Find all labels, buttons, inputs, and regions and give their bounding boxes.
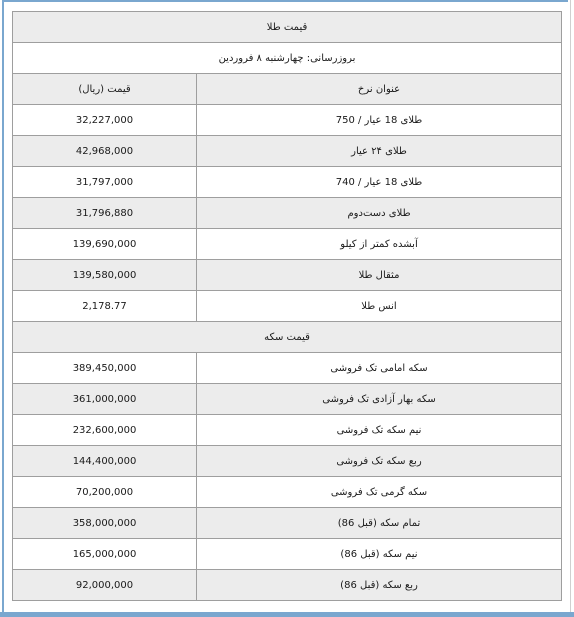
price-cell: 2,178.77: [13, 291, 197, 322]
table-row: [13, 384, 562, 415]
price-cell: 92,000,000: [13, 570, 197, 601]
table-row: [13, 508, 562, 539]
rate-name-cell: آبشده کمتر از کیلو: [197, 229, 562, 260]
table-row: [13, 415, 562, 446]
update-text: بروزرسانی: چهارشنبه ۸ فروردین: [13, 43, 562, 74]
rate-name-cell: مثقال طلا: [197, 260, 562, 291]
table-row: [13, 136, 562, 167]
rate-name-cell: سکه گرمی تک فروشی: [197, 477, 562, 508]
price-cell: 139,690,000: [13, 229, 197, 260]
col-header-name: عنوان نرخ: [197, 74, 562, 105]
rate-name-cell: سکه امامی تک فروشی: [197, 353, 562, 384]
table-row: [13, 167, 562, 198]
rate-name-cell: طلای 18 عیار / 750: [197, 105, 562, 136]
table-row: [13, 260, 562, 291]
price-cell: 389,450,000: [13, 353, 197, 384]
price-cell: 361,000,000: [13, 384, 197, 415]
rate-name-cell: طلای 18 عیار / 740: [197, 167, 562, 198]
rate-name-cell: ربع سکه (قبل 86): [197, 570, 562, 601]
rate-name-cell: انس طلا: [197, 291, 562, 322]
table-row: [13, 446, 562, 477]
table-row: [13, 477, 562, 508]
rate-name-cell: طلای ۲۴ عیار: [197, 136, 562, 167]
price-cell: 31,797,000: [13, 167, 197, 198]
price-table: [12, 11, 562, 601]
price-cell: 139,580,000: [13, 260, 197, 291]
price-cell: 144,400,000: [13, 446, 197, 477]
header-row: [13, 74, 562, 105]
rate-name-cell: تمام سکه (قبل 86): [197, 508, 562, 539]
rate-name-cell: طلای دست‌دوم: [197, 198, 562, 229]
table-row: [13, 570, 562, 601]
coin-section-title: قیمت سکه: [13, 322, 562, 353]
gold-title-row: [13, 12, 562, 43]
table-row: [13, 229, 562, 260]
rate-name-cell: نیم سکه (قبل 86): [197, 539, 562, 570]
rate-name-cell: سکه بهار آزادی تک فروشی: [197, 384, 562, 415]
price-cell: 358,000,000: [13, 508, 197, 539]
update-row: [13, 43, 562, 74]
table-row: [13, 353, 562, 384]
rate-name-cell: ربع سکه تک فروشی: [197, 446, 562, 477]
table-row: [13, 198, 562, 229]
price-cell: 31,796,880: [13, 198, 197, 229]
vertical-scrollbar[interactable]: [570, 0, 574, 617]
gold-section-title: قیمت طلا: [13, 12, 562, 43]
col-header-price: قیمت (ریال): [13, 74, 197, 105]
horizontal-scrollbar[interactable]: [0, 612, 574, 617]
price-cell: 32,227,000: [13, 105, 197, 136]
price-cell: 232,600,000: [13, 415, 197, 446]
coin-title-row: [13, 322, 562, 353]
price-cell: 165,000,000: [13, 539, 197, 570]
price-cell: 70,200,000: [13, 477, 197, 508]
table-row: [13, 539, 562, 570]
rate-name-cell: نیم سکه تک فروشی: [197, 415, 562, 446]
table-row: [13, 291, 562, 322]
price-cell: 42,968,000: [13, 136, 197, 167]
table-row: [13, 105, 562, 136]
